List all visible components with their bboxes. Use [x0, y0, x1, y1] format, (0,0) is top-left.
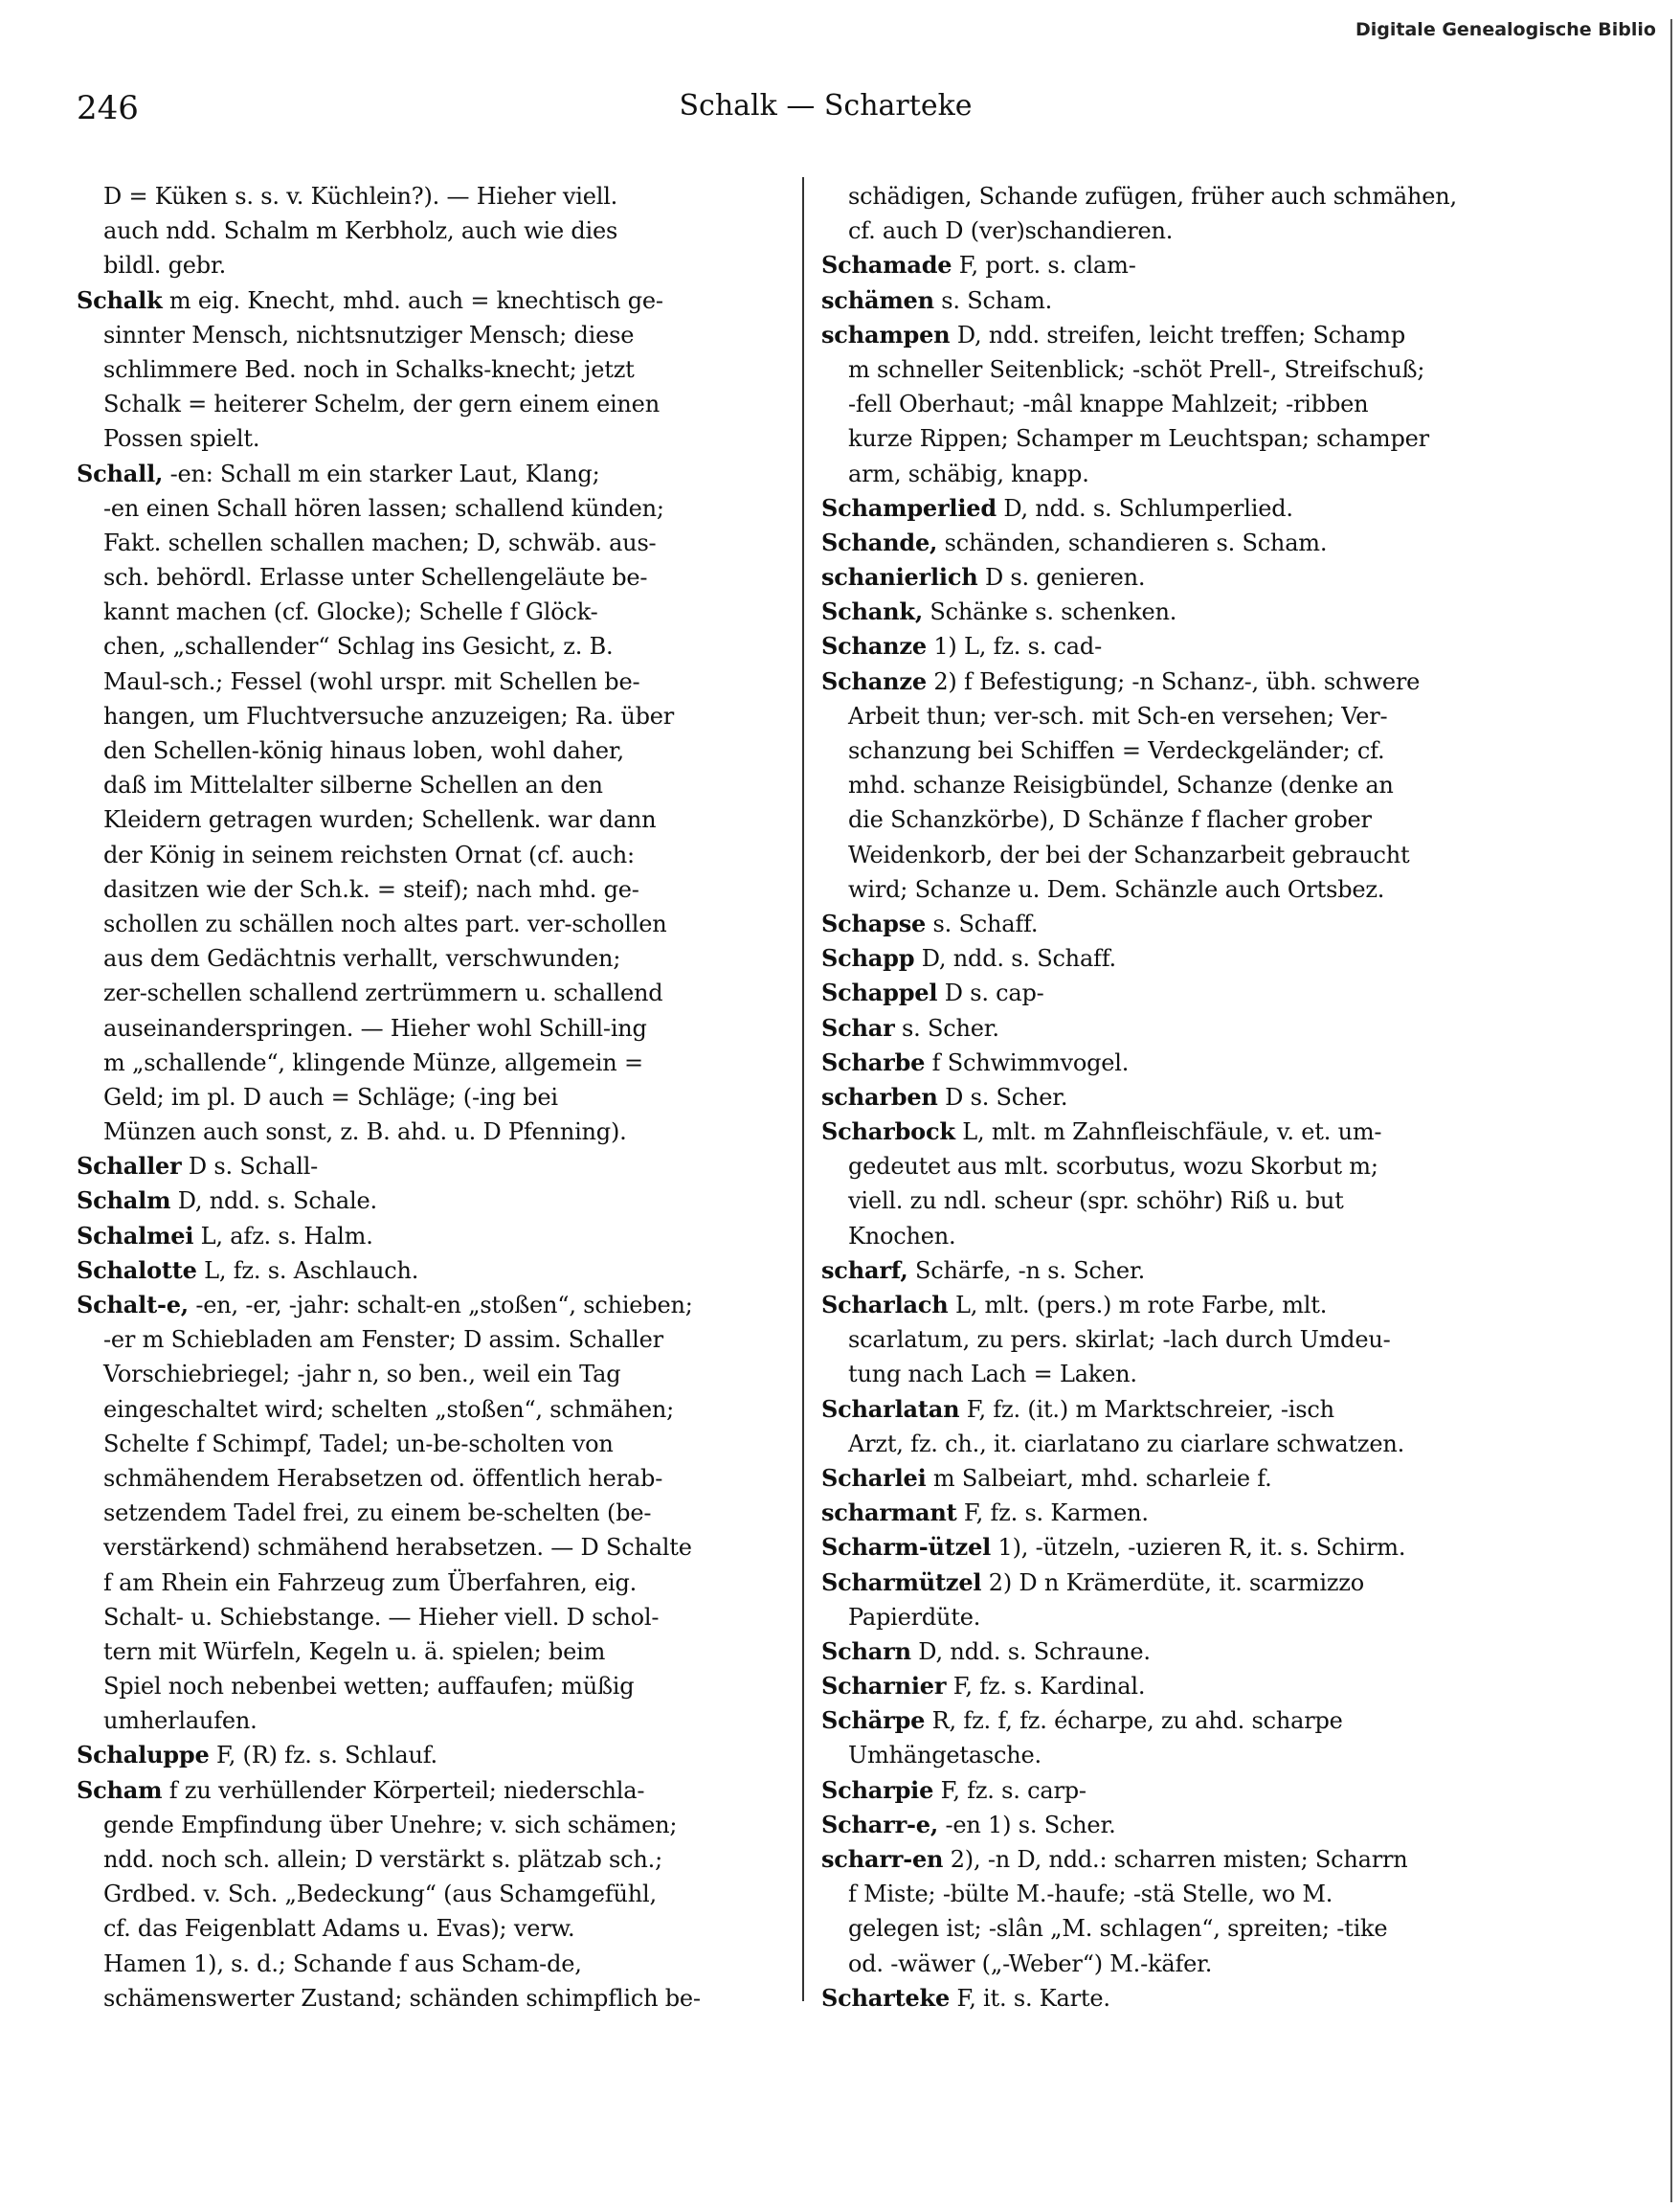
headword: scharf,: [821, 1255, 908, 1284]
column-divider: [802, 177, 804, 2001]
dictionary-text-line: schädigen, Schande zufügen, früher auch schmähen,: [848, 183, 1457, 210]
dictionary-text-line: -en einen Schall hören lassen; schallend künden;: [103, 494, 664, 522]
dictionary-text-line: Arbeit thun; ver-sch. mit Sch-en versehen; Ver-: [848, 702, 1388, 730]
dictionary-text-line: Weidenkorb, der bei der Schanzarbeit gebraucht: [848, 841, 1410, 868]
dictionary-text-line: f Miste; -bülte M.-haufe; -stä Stelle, wo M.: [848, 1881, 1333, 1908]
headword: Scharn: [821, 1636, 911, 1665]
dictionary-text-line: Münzen auch sonst, z. B. ahd. u. D Pfenning).: [103, 1118, 627, 1146]
dictionary-entry-line: Schalt-e, -en, -er, -jahr: schalt-en „stoßen“, schieben;: [77, 1291, 693, 1318]
dictionary-text-line: Umhängetasche.: [848, 1742, 1042, 1769]
headword: Scharlatan: [821, 1394, 960, 1423]
headword: Schalk: [77, 285, 163, 314]
dictionary-entry-line: Schapp D, ndd. s. Schaff.: [821, 944, 1116, 973]
headword: Schalotte: [77, 1255, 197, 1284]
dictionary-entry-line: Schanze 1) L, fz. s. cad-: [821, 632, 1102, 661]
dictionary-text-line: eingeschaltet wird; schelten „stoßen“, schmähen;: [103, 1395, 674, 1423]
dictionary-text-line: dasitzen wie der Sch.k. = steif); nach mhd. ge-: [103, 875, 639, 903]
dictionary-entry-line: scharf, Schärfe, -n s. Scher.: [821, 1255, 1146, 1284]
running-head: [0, 89, 1680, 123]
headword: Schande,: [821, 528, 938, 556]
dictionary-text-line: die Schanzkörbe), D Schänze f flacher grober: [848, 806, 1372, 834]
dictionary-entry-line: Schall, -en: Schall m ein starker Laut, Klang;: [77, 459, 600, 487]
dictionary-text-line: Grdbed. v. Sch. „Bedeckung“ (aus Schamgefühl,: [103, 1881, 657, 1908]
headword: Schanze: [821, 666, 927, 695]
dictionary-text-line: m „schallende“, klingende Münze, allgemein =: [103, 1048, 643, 1076]
dictionary-text-line: sch. behördl. Erlasse unter Schellengeläute be-: [103, 564, 648, 592]
headword: Schapp: [821, 944, 915, 973]
dictionary-text-line: auseinanderspringen. — Hieher wohl Schill-ing: [103, 1014, 647, 1042]
headword: Scharteke: [821, 1983, 951, 2012]
headword: Scharr-e,: [821, 1810, 939, 1838]
dictionary-entry-line: Scharlach L, mlt. (pers.) m rote Farbe, mlt.: [821, 1291, 1328, 1318]
dictionary-text-line: gedeutet aus mlt. scorbutus, wozu Skorbut m;: [848, 1153, 1378, 1181]
headword: Schalmei: [77, 1221, 194, 1250]
dictionary-text-line: m schneller Seitenblick; -schöt Prell-, Streifschuß;: [848, 355, 1425, 383]
dictionary-text-line: hangen, um Fluchtversuche anzuzeigen; Ra. über: [103, 702, 675, 730]
dictionary-entry-line: Schalmei L, afz. s. Halm.: [77, 1221, 373, 1250]
dictionary-entry-line: Scharbe f Schwimmvogel.: [821, 1048, 1130, 1076]
headword: Scharlei: [821, 1463, 927, 1492]
dictionary-text-line: scarlatum, zu pers. skirlat; -lach durch Umdeu-: [848, 1326, 1391, 1354]
page-edge: [1670, 19, 1672, 2202]
dictionary-text-line: zer-schellen schallend zertrümmern u. schallend: [103, 980, 663, 1007]
dictionary-entry-line: scharr-en 2), -n D, ndd.: scharren misten; Scharrn: [821, 1845, 1408, 1873]
dictionary-text-line: viell. zu ndl. scheur (spr. schöhr) Riß u. but: [848, 1187, 1344, 1215]
headword: Schapse: [821, 909, 927, 937]
dictionary-text-line: aus dem Gedächtnis verhallt, verschwunden;: [103, 945, 621, 973]
dictionary-entry-line: Schalm D, ndd. s. Schale.: [77, 1186, 377, 1215]
headword: Schappel: [821, 979, 938, 1007]
headword: Schalt-e,: [77, 1291, 189, 1318]
headword: Scharbe: [821, 1048, 926, 1076]
dictionary-entry-line: Schalotte L, fz. s. Aschlauch.: [77, 1255, 419, 1284]
dictionary-text-line: Schalt- u. Schiebstange. — Hieher viell. D schol-: [103, 1603, 660, 1631]
dictionary-text-line: auch ndd. Schalm m Kerbholz, auch wie dies: [103, 217, 618, 245]
dictionary-text-line: Knochen.: [848, 1222, 956, 1250]
headword: Schaluppe: [77, 1741, 210, 1769]
dictionary-entry-line: Schanze 2) f Befestigung; -n Schanz-, übh. schwere: [821, 666, 1421, 695]
dictionary-text-line: sinnter Mensch, nichtsnutziger Mensch; diese: [103, 321, 635, 349]
dictionary-text-line: ndd. noch sch. allein; D verstärkt s. plätzab sch.;: [103, 1846, 662, 1873]
dictionary-text-line: Fakt. schellen schallen machen; D, schwäb. aus-: [103, 529, 657, 556]
dictionary-text-line: Vorschiebriegel; -jahr n, so ben., weil ein Tag: [103, 1361, 621, 1388]
headword: Scharlach: [821, 1291, 949, 1318]
dictionary-text-line: gende Empfindung über Unehre; v. sich schämen;: [103, 1811, 678, 1838]
dictionary-text-line: arm, schäbig, knapp.: [848, 460, 1089, 487]
dictionary-entry-line: scharben D s. Scher.: [821, 1082, 1068, 1111]
dictionary-entry-line: Scharlatan F, fz. (it.) m Marktschreier, -isch: [821, 1394, 1334, 1423]
headword: schämen: [821, 285, 934, 314]
headword: Schalm: [77, 1186, 171, 1215]
headword: Schall,: [77, 459, 164, 487]
headword: scharben: [821, 1082, 938, 1111]
headword: Scharnier: [821, 1672, 947, 1701]
dictionary-entry-line: Scharr-e, -en 1) s. Scher.: [821, 1810, 1116, 1838]
headword: Schanze: [821, 632, 927, 661]
dictionary-entry-line: Schaluppe F, (R) fz. s. Schlauf.: [77, 1741, 437, 1769]
headword: scharmant: [821, 1498, 957, 1527]
headword: Scharm-ützel: [821, 1533, 992, 1562]
headword: Schaller: [77, 1152, 182, 1181]
dictionary-text-line: -er m Schiebladen am Fenster; D assim. Schaller: [103, 1326, 663, 1354]
dictionary-entry-line: Scharm-ützel 1), -ützeln, -uzieren R, it. s. Schirm.: [821, 1533, 1406, 1562]
headword: Schamperlied: [821, 493, 997, 522]
dictionary-entry-line: Schank, Schänke s. schenken.: [821, 597, 1177, 626]
dictionary-text-line: Hamen 1), s. d.; Schande f aus Scham-de,: [103, 1949, 582, 1977]
headword: Scharmützel: [821, 1567, 982, 1596]
headword: Schank,: [821, 597, 923, 626]
library-watermark: Digitale Genealogische Biblio: [1355, 19, 1656, 40]
dictionary-entry-line: Scharteke F, it. s. Karte.: [821, 1983, 1110, 2012]
dictionary-text-line: mhd. schanze Reisigbündel, Schanze (denke an: [848, 772, 1394, 800]
dictionary-text-line: den Schellen-könig hinaus loben, wohl daher,: [103, 737, 624, 764]
headword: Schamade: [821, 251, 952, 280]
dictionary-text-line: Papierdüte.: [848, 1603, 981, 1631]
dictionary-text-line: chen, „schallender“ Schlag ins Gesicht, z. B.: [103, 633, 614, 661]
headword: Scharbock: [821, 1117, 955, 1146]
dictionary-text-line: od. -wäwer („-Weber“) M.-käfer.: [848, 1949, 1213, 1977]
dictionary-entry-line: scharmant F, fz. s. Karmen.: [821, 1498, 1149, 1527]
dictionary-entry-line: Scharlei m Salbeiart, mhd. scharleie f.: [821, 1463, 1272, 1492]
dictionary-text-line: daß im Mittelalter silberne Schellen an den: [103, 772, 603, 800]
left-column: [77, 179, 790, 2016]
dictionary-text-line: kannt machen (cf. Glocke); Schelle f Glöck-: [103, 598, 598, 626]
dictionary-text-line: -fell Oberhaut; -mâl knappe Mahlzeit; -ribben: [848, 391, 1369, 418]
headword: schampen: [821, 320, 951, 349]
dictionary-text-line: schollen zu schällen noch altes part. ver-schollen: [103, 910, 667, 937]
dictionary-text-line: Schelte f Schimpf, Tadel; un-be-scholten von: [103, 1430, 614, 1457]
dictionary-entry-line: Scham f zu verhüllender Körperteil; niederschla-: [77, 1775, 645, 1804]
right-column: [821, 179, 1541, 2016]
dictionary-text-line: Kleidern getragen wurden; Schellenk. war dann: [103, 806, 657, 834]
dictionary-entry-line: Schärpe R, fz. f, fz. écharpe, zu ahd. scharpe: [821, 1706, 1343, 1735]
dictionary-text-line: setzendem Tadel frei, zu einem be-schelten (be-: [103, 1499, 652, 1527]
dictionary-text-line: Possen spielt.: [103, 425, 260, 453]
dictionary-entry-line: Schalk m eig. Knecht, mhd. auch = knechtisch ge-: [77, 285, 663, 314]
headword: Scham: [77, 1775, 163, 1804]
dictionary-text-line: verstärkend) schmähend herabsetzen. — D Schalte: [103, 1534, 692, 1562]
dictionary-text-line: tern mit Würfeln, Kegeln u. ä. spielen; beim: [103, 1637, 606, 1665]
dictionary-text-line: schlimmere Bed. noch in Schalks-knecht; jetzt: [103, 355, 635, 383]
dictionary-entry-line: Schapse s. Schaff.: [821, 909, 1039, 937]
headword: Scharpie: [821, 1775, 934, 1804]
dictionary-text-line: Spiel noch nebenbei wetten; auffaufen; müßig: [103, 1673, 635, 1701]
dictionary-text-line: Maul-sch.; Fessel (wohl urspr. mit Schellen be-: [103, 667, 640, 695]
dictionary-entry-line: schanierlich D s. genieren.: [821, 563, 1146, 592]
dictionary-entry-line: Schar s. Scher.: [821, 1013, 999, 1042]
dictionary-entry-line: schampen D, ndd. streifen, leicht treffen; Schamp: [821, 320, 1406, 349]
running-head-text: Schalk — Scharteke: [679, 89, 973, 123]
dictionary-entry-line: Schande, schänden, schandieren s. Scham.: [821, 528, 1328, 556]
dictionary-text-line: cf. auch D (ver)schandieren.: [848, 217, 1174, 245]
dictionary-entry-line: schämen s. Scham.: [821, 285, 1053, 314]
dictionary-text-line: umherlaufen.: [103, 1707, 258, 1735]
dictionary-text-line: D = Küken s. s. v. Küchlein?). — Hieher viell.: [103, 183, 618, 210]
dictionary-text-line: kurze Rippen; Schamper m Leuchtspan; schamper: [848, 425, 1429, 453]
headword: Schärpe: [821, 1706, 926, 1735]
dictionary-text-line: bildl. gebr.: [103, 252, 227, 280]
dictionary-text-line: schanzung bei Schiffen = Verdeckgeländer; cf.: [848, 737, 1385, 764]
dictionary-text-line: schämenswerter Zustand; schänden schimpflich be-: [103, 1984, 701, 2012]
dictionary-entry-line: Scharnier F, fz. s. Kardinal.: [821, 1672, 1146, 1701]
dictionary-text-line: tung nach Lach = Laken.: [848, 1361, 1137, 1388]
headword: Schar: [821, 1013, 895, 1042]
dictionary-entry-line: Scharbock L, mlt. m Zahnfleischfäule, v. et. um-: [821, 1117, 1382, 1146]
dictionary-text-line: f am Rhein ein Fahrzeug zum Überfahren, eig.: [103, 1568, 638, 1596]
dictionary-entry-line: Schaller D s. Schall-: [77, 1152, 319, 1181]
headword: schanierlich: [821, 563, 978, 592]
dictionary-text-line: Geld; im pl. D auch = Schläge; (-ing bei: [103, 1083, 558, 1111]
dictionary-entry-line: Schamade F, port. s. clam-: [821, 251, 1136, 280]
dictionary-text-line: gelegen ist; -slân „M. schlagen“, spreiten; -tike: [848, 1915, 1388, 1943]
dictionary-entry-line: Schamperlied D, ndd. s. Schlumperlied.: [821, 493, 1293, 522]
dictionary-text-line: Schalk = heiterer Schelm, der gern einem einen: [103, 391, 660, 418]
dictionary-entry-line: Schappel D s. cap-: [821, 979, 1044, 1007]
headword: scharr-en: [821, 1845, 944, 1873]
dictionary-text-line: der König in seinem reichsten Ornat (cf. auch:: [103, 841, 635, 868]
dictionary-entry-line: Scharpie F, fz. s. carp-: [821, 1775, 1086, 1804]
page-number: 246: [77, 89, 139, 127]
dictionary-text-line: Arzt, fz. ch., it. ciarlatano zu ciarlare schwatzen.: [848, 1430, 1405, 1457]
dictionary-text-line: wird; Schanze u. Dem. Schänzle auch Ortsbez.: [848, 875, 1385, 903]
dictionary-text-line: schmähendem Herabsetzen od. öffentlich herab-: [103, 1464, 663, 1492]
dictionary-text-line: cf. das Feigenblatt Adams u. Evas); verw.: [103, 1915, 575, 1943]
dictionary-entry-line: Scharn D, ndd. s. Schraune.: [821, 1636, 1151, 1665]
dictionary-entry-line: Scharmützel 2) D n Krämerdüte, it. scarmizzo: [821, 1567, 1364, 1596]
